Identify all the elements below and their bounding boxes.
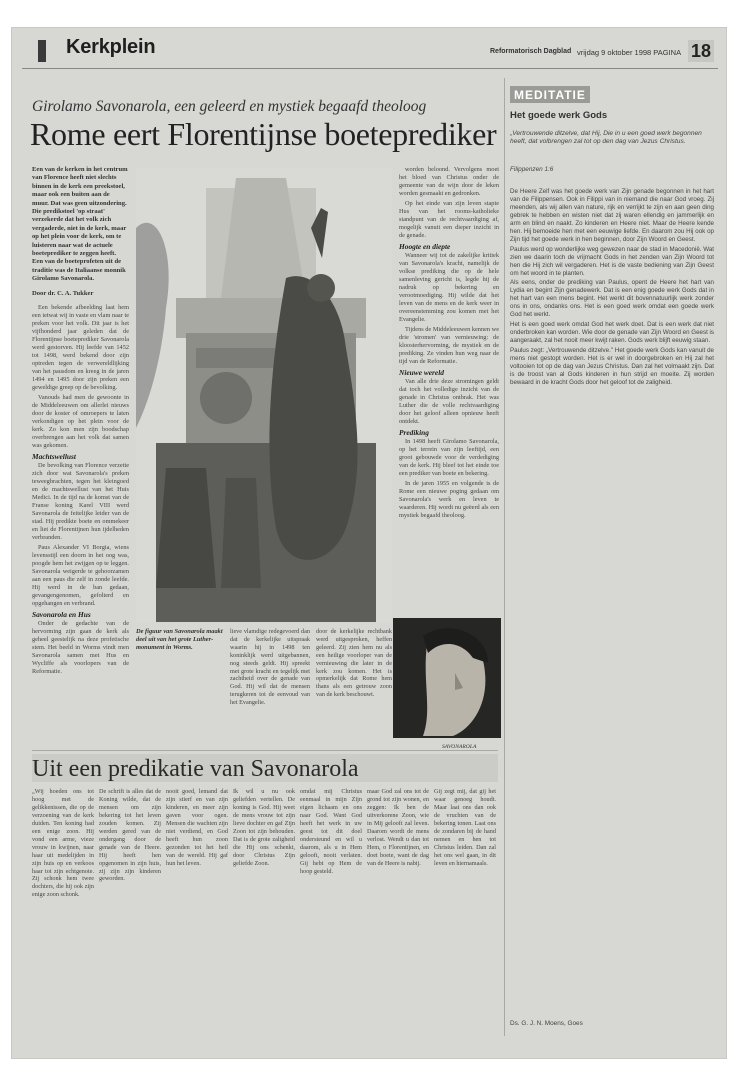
paragraph: worden beloond. Vervolgens moet het bloed van Christus onder de gemeente van de wijn door de leken worden gesmaakt en gedronken.	[399, 166, 499, 197]
page-header	[22, 34, 718, 69]
meditation-body	[510, 188, 714, 1008]
subheading: Machtswellust	[32, 452, 76, 461]
paragraph: De bevolking van Florence verzette zich door wat Savonarola's preken teweegbrachten, tegen het kleingoed en de machtswellust van het Huis Medici. In de tijd na de komst van de Franse koning Karel VIII werd Savonarola de feitelijke leider van de stad. Hij predikte boete en ommekeer en liet de Florentijnen hun ijdelheden verbranden.	[32, 462, 129, 541]
paragraph: Wanneer wij tot de zakelijke kritiek van Savonarola's kracht, namelijk de volkse prediking die op de hele samenleving gericht is, legde hij de nadruk op bekering en verootmoediging. Hij wilde dat het leven van de mens en de kerk weer in overeenstemming zou komen met het Evangelie.	[399, 252, 499, 323]
paragraph: Paulus werd op wonderlijke weg gewezen naar de stad in Macedonië. Wat zien we daarin toch de vrijmacht Gods in het zenden van Zijn Woord tot hen die Hij zich wil vergaderen. Het is de vaste bediening van Zijn Geest om het woord in te planten.	[510, 245, 714, 277]
subheading: Prediking	[399, 428, 429, 437]
paragraph: Een bekende afbeelding laat hem een ietwat wij in vaste en vlam naar te preken voor het volk. Dit jaar is het vijfhonderd jaar geleden dat de Florentijnse boeteprediker Savonarola werd gestorven. Hij leefde van 1452 tot 1498, werd bekend door zijn optreden tegen de verwereldlijking van het pausdom en kreeg in de jaren 1494 en 1495 door zijn preken een geweldige greep op de bevolking.	[32, 304, 129, 391]
paragraph: Het is een goed werk omdat God het werk doet. Dat is een werk dat niet onderbroken kan worden. Wie door de genade van Zijn Woord en Geest is aangeraakt, zal het nooit meer kwijt raken. Gods werk blijft eeuwig staan.	[510, 321, 714, 345]
section-tab	[38, 34, 186, 68]
article-column-1	[32, 304, 129, 736]
article-byline: Door dr. C. A. Tukker	[32, 290, 94, 297]
article-column-2a: lieve vlamdige redegevoerd dan dat de kerkelijke uitspraak waarin hij in 1498 ten koninklijk werd uitgebannen, nog steeds geldt. Hij spreekt met grote kracht en tegelijk met zachtheid over de genade van God. Hij wil dat de mensen terugkeren tot de eenvoud van het Evangelie.	[230, 628, 310, 707]
article-kicker: Girolamo Savonarola, een geleerd en mystiek begaafd theoloog	[32, 98, 427, 115]
portrait-photo	[393, 618, 501, 738]
issue-date: vrijdag 9 oktober 1998 PAGINA	[577, 48, 682, 57]
subheading: Hoogte en diepte	[399, 242, 451, 251]
subheading: Savonarola en Hus	[32, 610, 91, 619]
meditation-sidebar	[510, 86, 718, 1034]
statue-illustration	[136, 168, 392, 622]
meditation-label: MEDITATIE	[510, 86, 590, 103]
subheading: Nieuwe wereld	[399, 368, 444, 377]
article-column-2b: door de kerkelijke rechtbank werd uitgesproken, heffen geleerd. Zij zien hem nu als een heilige voorloper van de vernieuwing die later in de kerk zou komen. Het is opmerkelijk dat Rome hem thans als een getrouw zoon van de kerk beschouwt.	[316, 628, 392, 699]
page-number: 18	[688, 40, 714, 62]
paragraph: De Heere Zelf was het goede werk van Zijn genade begonnen in het hart van de Filippensen. Ook in Filippi van in niemand die naar God vroeg. Zij meenden, als wij allen van nature, rijk en verrijkt te zijn en aan geen ding gebrek te hebben en wisten niet dat zij waren ellendig en jammerlijk en arm en blind en naakt. Zo kinderen en Heere niet. Maar de Heere kende hen. Hij bemoeide hen met een eeuwige liefde. En daarom zou Hij ook op Zijn tijd het goede werk in hen beginnen, door Zijn Woord en Geest.	[510, 188, 714, 243]
photo-caption: De figuur van Savonarola maakt deel uit van het grote Luther-monument in Worms.	[136, 628, 223, 651]
statue-photo	[136, 168, 392, 622]
sermon-column: nooit goed, lemand dat zijn stierf en van zijn kinderen, en meer zijn gaven voor ogen. Mensen die wachten zijn niet verdiend, en God heeft hun zoon gezonden tot het heil van de wereld. Hij gaf hun het leven.	[166, 788, 228, 867]
article-intro: Een van de kerken in het centrum van Florence heeft niet slechts binnen in de kerk een preekstoel, maar ook een buiten aan de muur. Dat was geen uitzondering. Die predikstoel 'op straat' verzekerde dat het volk zich vergaderde, niet in de kerk, maar op het plein voor de kerk, om te luisteren naar wat de actuele boeteprediker te zeggen heeft. Een van de boeteprofeten uit de traditie was de Italiaanse monnik Girolamo Savonarola.	[32, 166, 128, 283]
sermon-column: „Wij hoeden ons tot hoog met de gelikkenissen, die op de verzoening van de kerk duiden. Ten koning had een enige zoon. Hij vond een arme, vieze vrouw in kwijnen, naar haar uit medelijden in zijn huis op en verkoos haar tot zijn echtgenote. Zij schonk hem twee dochters, die hij ook zijn enige zoon schonk.	[32, 788, 94, 899]
sermon-column: omdat mij Christus eenmaal in mijn Zijn eigen lichaam en ons naar God. Want God heeft het werk in uw geest tot dit doel ondersteund en wil u daarom, als u in Hem gelooft, nooit verlaten. Gij hebt op Hem de hoop gesteld.	[300, 788, 362, 875]
portrait-caption: SAVONAROLA	[442, 744, 477, 750]
paragraph: Als eens, onder de prediking van Paulus, opent de Heere het hart van Lydia en begint Zijn genadewerk. Dat is een enig goede werk Gods dat in het hart van een mens begint. Het werkt dit bovennatuurlijk werk zonder ons in ons, ondanks ons. Het is een goed werk omdat een goede werk God het werkt.	[510, 279, 714, 319]
paragraph: Op het einde van zijn leven stapte Hus van het rooms-katholieke standpunt van de rechtvaardiging af, mogelijk vanuit een dieper inzicht in de genade.	[399, 200, 499, 239]
paragraph: In de jaren 1955 en volgende is de Rome een nieuwe poging gedaan om Savonarola's werk en leven te waarderen. Hij wordt nu geëerd als een mystiek begaafd theoloog.	[399, 480, 499, 519]
meditation-reference: Filippenzen 1:6	[510, 166, 554, 173]
sermon-column: maar God zal ons tot de grond tot zijn wonen, en zeggen: Ik ben de uitverkorene Zoon, wie in Mij gelooft zal leven. Daarom wordt de mens verlost. Wendt u dan tot Hem, o Florentijnen, en doet boete, want de dag van de Heere is nabij.	[367, 788, 429, 867]
column-divider	[504, 78, 505, 1036]
paragraph: Van alle drie deze stromingen geldt dat toch het volledige inzicht van de genade in Christus ontbrak. Het was Luther die de volle rechtvaardiging door het geloof alleen opnieuw heeft ontdekt.	[399, 378, 499, 425]
meditation-quote: „Vertrouwende ditzelve, dat Hij, Die in u een goed werk begonnen heeft, dat volbrengen zal tot op den dag van Jezus Christus.	[510, 130, 702, 146]
sermon-column: Gij zegt mij, dat gij het waar genoeg houdt. Maar laat ons dan ook de vruchten van de bekering tonen. Laat ons de zondaren bij de hand nemen en hen tot Christus leiden. Dan zal het ons wel gaan, in dit leven en hiernamaals.	[434, 788, 496, 867]
paragraph: Vanouds had men de gewoonte in de Middeleeuwen om allerlei nieuws door de koster of omroepers te laten verkondigen op het plein voor de kerk. Zo kon men zijn boodschap overbrengen aan het volk dat samen was gekomen.	[32, 394, 129, 449]
paragraph: Paulus zegt: „Vertrouwende ditzelve." Het goede werk Gods kan vanuit de mens niet gestopt worden. Het is er wel in doorgebroken en Hij zal het voltooien tot op de dag van Jezus Christus. Dan zal het volmaakt zijn. Dat is de troost van al Gods kinderen in hun strijd en moeite. Zij worden bewaard in de kracht Gods door het geloof tot de zaligheid.	[510, 347, 714, 386]
paragraph: Tijdens de Middeleeuwen kennen we drie 'stromen' van vernieuwing: de kloosterhervorming, de mystiek en de prediking. Ze vinden hun weg naar de tijd van de Reformatie.	[399, 326, 499, 365]
sermon-column: De schrift is alles dat de Koning wilde, dat de mensen om zijn bekering tot het leven zouden komen. Zij werden gered van de ondergang door de genade van de Heere. Hij heeft hen opgenomen in zijn huis, zij zijn zijn kinderen geworden.	[99, 788, 161, 883]
paragraph: In 1498 heeft Girolamo Savonarola, op het terrein van zijn leeftijd, een groot gebouwde voor de verdediging van de kerk. Hij bleef tot het einde toe een prediker van boete en bekering.	[399, 438, 499, 477]
paragraph: Paus Alexander VI Borgia, wiens levensstijl een doorn in het oog was, poogde hem het zwijgen op te leggen. Savonarola weigerde te gehoorzamen aan een paus die zelf in zonde leefde. Hij werd in de ban gedaan, gevangengenomen, gefolterd en opgehangen en verbrand.	[32, 544, 129, 607]
sermon-title: Uit een predikatie van Savonarola	[32, 756, 359, 782]
article-headline: Rome eert Florentijnse boeteprediker	[30, 116, 497, 152]
meditation-title: Het goede werk Gods	[510, 110, 608, 121]
paragraph: Onder de gedachte van de hervorming zijn gaan de kerk als geheel geestelijk na deze profetische stem. Het beeld in Worms vindt men Savonarola samen met Hus en Wycliffe als voorlopers van de Reformatie.	[32, 620, 129, 675]
section-marker	[38, 40, 46, 62]
newspaper-name: Reformatorisch Dagblad	[490, 48, 572, 55]
section-divider	[32, 750, 498, 751]
newspaper-page	[12, 28, 726, 1058]
meditation-author: Ds. G. J. N. Moens, Goes	[510, 1020, 583, 1027]
portrait-illustration	[393, 618, 501, 738]
section-label: Kerkplein	[66, 36, 156, 58]
sermon-column: Ik wil u nu ook geliefden vertellen. De koning is God. Hij weet de mens vrouw tot zijn lieve dochter en gaf Zijn Zoon tot zijn behouden. Dat is de grote zaligheid die Hij ons schenkt, door Christus Zijn geliefde Zoon.	[233, 788, 295, 867]
